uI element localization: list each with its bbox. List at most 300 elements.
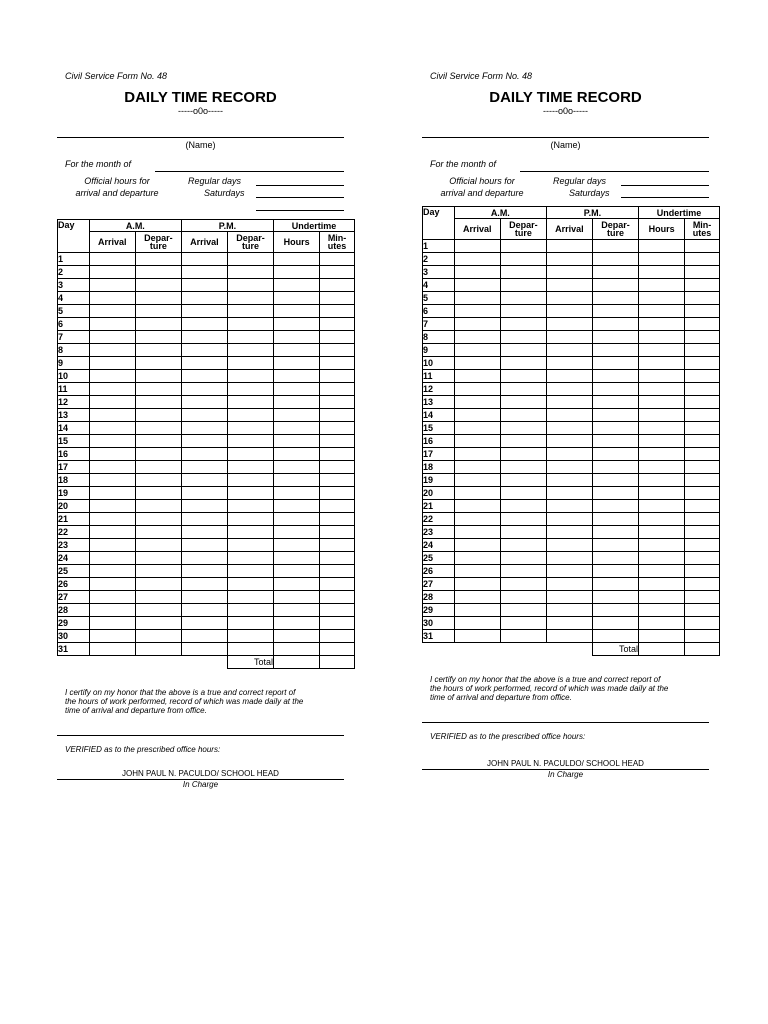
am-departure-cell[interactable] <box>135 396 181 409</box>
pm-arrival-cell[interactable] <box>546 240 592 253</box>
am-departure-cell[interactable] <box>135 331 181 344</box>
undertime-minutes-cell[interactable] <box>320 318 355 331</box>
pm-departure-cell[interactable] <box>592 474 638 487</box>
undertime-minutes-cell[interactable] <box>320 500 355 513</box>
undertime-hours-cell[interactable] <box>639 630 685 643</box>
pm-arrival-cell[interactable] <box>546 266 592 279</box>
am-arrival-cell[interactable] <box>454 292 500 305</box>
undertime-minutes-cell[interactable] <box>685 292 720 305</box>
total-minutes-cell[interactable] <box>320 656 355 669</box>
pm-departure-cell[interactable] <box>592 292 638 305</box>
pm-arrival-cell[interactable] <box>181 448 227 461</box>
am-arrival-cell[interactable] <box>89 357 135 370</box>
am-arrival-cell[interactable] <box>89 279 135 292</box>
am-departure-cell[interactable] <box>135 630 181 643</box>
pm-departure-cell[interactable] <box>227 344 273 357</box>
am-arrival-cell[interactable] <box>89 617 135 630</box>
undertime-minutes-cell[interactable] <box>685 409 720 422</box>
undertime-hours-cell[interactable] <box>274 318 320 331</box>
undertime-hours-cell[interactable] <box>274 513 320 526</box>
am-departure-cell[interactable] <box>135 474 181 487</box>
pm-arrival-cell[interactable] <box>181 396 227 409</box>
am-arrival-cell[interactable] <box>89 630 135 643</box>
undertime-hours-cell[interactable] <box>639 240 685 253</box>
pm-arrival-cell[interactable] <box>546 305 592 318</box>
am-arrival-cell[interactable] <box>89 461 135 474</box>
undertime-hours-cell[interactable] <box>639 370 685 383</box>
undertime-minutes-cell[interactable] <box>320 435 355 448</box>
undertime-minutes-cell[interactable] <box>685 578 720 591</box>
undertime-minutes-cell[interactable] <box>685 396 720 409</box>
pm-departure-cell[interactable] <box>227 370 273 383</box>
pm-arrival-cell[interactable] <box>546 552 592 565</box>
pm-departure-cell[interactable] <box>592 240 638 253</box>
pm-departure-cell[interactable] <box>592 578 638 591</box>
am-departure-cell[interactable] <box>135 643 181 656</box>
undertime-minutes-cell[interactable] <box>320 344 355 357</box>
undertime-minutes-cell[interactable] <box>685 370 720 383</box>
undertime-minutes-cell[interactable] <box>685 552 720 565</box>
am-departure-cell[interactable] <box>500 526 546 539</box>
am-departure-cell[interactable] <box>135 578 181 591</box>
pm-arrival-cell[interactable] <box>546 448 592 461</box>
pm-departure-cell[interactable] <box>227 500 273 513</box>
pm-departure-cell[interactable] <box>592 435 638 448</box>
am-arrival-cell[interactable] <box>454 383 500 396</box>
undertime-hours-cell[interactable] <box>274 253 320 266</box>
undertime-minutes-cell[interactable] <box>320 630 355 643</box>
am-arrival-cell[interactable] <box>89 344 135 357</box>
undertime-hours-cell[interactable] <box>639 305 685 318</box>
pm-arrival-cell[interactable] <box>546 474 592 487</box>
undertime-minutes-cell[interactable] <box>320 604 355 617</box>
pm-arrival-cell[interactable] <box>546 422 592 435</box>
pm-departure-cell[interactable] <box>227 552 273 565</box>
pm-arrival-cell[interactable] <box>546 357 592 370</box>
pm-arrival-cell[interactable] <box>181 422 227 435</box>
saturdays-field[interactable] <box>621 197 709 198</box>
pm-arrival-cell[interactable] <box>181 578 227 591</box>
undertime-hours-cell[interactable] <box>274 578 320 591</box>
am-arrival-cell[interactable] <box>89 552 135 565</box>
pm-arrival-cell[interactable] <box>546 435 592 448</box>
undertime-hours-cell[interactable] <box>274 552 320 565</box>
am-departure-cell[interactable] <box>500 318 546 331</box>
am-arrival-cell[interactable] <box>454 266 500 279</box>
pm-departure-cell[interactable] <box>227 474 273 487</box>
am-departure-cell[interactable] <box>500 357 546 370</box>
am-arrival-cell[interactable] <box>89 292 135 305</box>
undertime-hours-cell[interactable] <box>274 617 320 630</box>
am-arrival-cell[interactable] <box>89 435 135 448</box>
undertime-hours-cell[interactable] <box>639 487 685 500</box>
undertime-minutes-cell[interactable] <box>685 604 720 617</box>
pm-arrival-cell[interactable] <box>181 474 227 487</box>
undertime-minutes-cell[interactable] <box>685 422 720 435</box>
am-departure-cell[interactable] <box>500 331 546 344</box>
undertime-hours-cell[interactable] <box>639 604 685 617</box>
undertime-minutes-cell[interactable] <box>320 331 355 344</box>
pm-departure-cell[interactable] <box>227 305 273 318</box>
undertime-minutes-cell[interactable] <box>320 253 355 266</box>
undertime-minutes-cell[interactable] <box>320 552 355 565</box>
am-departure-cell[interactable] <box>135 266 181 279</box>
undertime-hours-cell[interactable] <box>639 578 685 591</box>
am-departure-cell[interactable] <box>500 552 546 565</box>
am-departure-cell[interactable] <box>500 513 546 526</box>
am-departure-cell[interactable] <box>135 461 181 474</box>
am-departure-cell[interactable] <box>500 617 546 630</box>
pm-arrival-cell[interactable] <box>546 591 592 604</box>
pm-departure-cell[interactable] <box>592 565 638 578</box>
undertime-hours-cell[interactable] <box>274 474 320 487</box>
am-departure-cell[interactable] <box>135 513 181 526</box>
undertime-minutes-cell[interactable] <box>320 461 355 474</box>
undertime-minutes-cell[interactable] <box>685 448 720 461</box>
regular-days-field[interactable] <box>621 185 709 186</box>
pm-arrival-cell[interactable] <box>181 487 227 500</box>
undertime-minutes-cell[interactable] <box>320 305 355 318</box>
pm-arrival-cell[interactable] <box>546 500 592 513</box>
pm-arrival-cell[interactable] <box>546 396 592 409</box>
pm-departure-cell[interactable] <box>592 630 638 643</box>
am-departure-cell[interactable] <box>500 305 546 318</box>
am-departure-cell[interactable] <box>135 344 181 357</box>
am-departure-cell[interactable] <box>500 474 546 487</box>
am-arrival-cell[interactable] <box>89 331 135 344</box>
pm-departure-cell[interactable] <box>592 539 638 552</box>
pm-departure-cell[interactable] <box>227 266 273 279</box>
undertime-minutes-cell[interactable] <box>685 240 720 253</box>
am-arrival-cell[interactable] <box>454 578 500 591</box>
pm-departure-cell[interactable] <box>592 344 638 357</box>
am-departure-cell[interactable] <box>135 526 181 539</box>
undertime-hours-cell[interactable] <box>639 253 685 266</box>
undertime-hours-cell[interactable] <box>639 357 685 370</box>
undertime-hours-cell[interactable] <box>639 279 685 292</box>
undertime-hours-cell[interactable] <box>274 435 320 448</box>
undertime-hours-cell[interactable] <box>274 396 320 409</box>
am-arrival-cell[interactable] <box>89 604 135 617</box>
undertime-hours-cell[interactable] <box>274 266 320 279</box>
pm-arrival-cell[interactable] <box>546 565 592 578</box>
pm-departure-cell[interactable] <box>227 435 273 448</box>
am-departure-cell[interactable] <box>500 591 546 604</box>
undertime-minutes-cell[interactable] <box>685 617 720 630</box>
undertime-minutes-cell[interactable] <box>685 461 720 474</box>
am-arrival-cell[interactable] <box>89 409 135 422</box>
pm-arrival-cell[interactable] <box>181 630 227 643</box>
pm-departure-cell[interactable] <box>592 370 638 383</box>
pm-departure-cell[interactable] <box>227 565 273 578</box>
undertime-minutes-cell[interactable] <box>320 266 355 279</box>
am-arrival-cell[interactable] <box>89 448 135 461</box>
am-arrival-cell[interactable] <box>454 539 500 552</box>
am-arrival-cell[interactable] <box>454 617 500 630</box>
pm-departure-cell[interactable] <box>227 422 273 435</box>
undertime-minutes-cell[interactable] <box>320 279 355 292</box>
am-arrival-cell[interactable] <box>89 396 135 409</box>
am-arrival-cell[interactable] <box>89 383 135 396</box>
undertime-minutes-cell[interactable] <box>685 565 720 578</box>
pm-departure-cell[interactable] <box>227 643 273 656</box>
undertime-hours-cell[interactable] <box>274 422 320 435</box>
am-departure-cell[interactable] <box>135 383 181 396</box>
am-departure-cell[interactable] <box>500 422 546 435</box>
am-departure-cell[interactable] <box>135 422 181 435</box>
am-departure-cell[interactable] <box>500 578 546 591</box>
pm-departure-cell[interactable] <box>592 357 638 370</box>
pm-arrival-cell[interactable] <box>181 643 227 656</box>
am-arrival-cell[interactable] <box>454 409 500 422</box>
extra-hours-field[interactable] <box>256 210 344 211</box>
undertime-minutes-cell[interactable] <box>685 253 720 266</box>
pm-departure-cell[interactable] <box>227 487 273 500</box>
saturdays-field[interactable] <box>256 197 344 198</box>
am-departure-cell[interactable] <box>135 357 181 370</box>
undertime-hours-cell[interactable] <box>274 357 320 370</box>
undertime-minutes-cell[interactable] <box>320 526 355 539</box>
am-departure-cell[interactable] <box>500 539 546 552</box>
am-arrival-cell[interactable] <box>89 643 135 656</box>
undertime-hours-cell[interactable] <box>274 591 320 604</box>
am-departure-cell[interactable] <box>135 279 181 292</box>
undertime-hours-cell[interactable] <box>274 448 320 461</box>
am-arrival-cell[interactable] <box>454 357 500 370</box>
undertime-minutes-cell[interactable] <box>685 513 720 526</box>
undertime-minutes-cell[interactable] <box>685 266 720 279</box>
am-departure-cell[interactable] <box>135 448 181 461</box>
am-arrival-cell[interactable] <box>89 578 135 591</box>
undertime-minutes-cell[interactable] <box>685 630 720 643</box>
month-field[interactable] <box>520 171 709 172</box>
pm-departure-cell[interactable] <box>227 513 273 526</box>
am-arrival-cell[interactable] <box>454 630 500 643</box>
undertime-hours-cell[interactable] <box>639 331 685 344</box>
undertime-minutes-cell[interactable] <box>685 331 720 344</box>
am-departure-cell[interactable] <box>500 461 546 474</box>
undertime-minutes-cell[interactable] <box>685 383 720 396</box>
undertime-minutes-cell[interactable] <box>320 370 355 383</box>
undertime-hours-cell[interactable] <box>639 422 685 435</box>
undertime-hours-cell[interactable] <box>274 344 320 357</box>
am-departure-cell[interactable] <box>135 409 181 422</box>
undertime-minutes-cell[interactable] <box>320 643 355 656</box>
am-departure-cell[interactable] <box>135 318 181 331</box>
undertime-hours-cell[interactable] <box>639 565 685 578</box>
am-arrival-cell[interactable] <box>454 526 500 539</box>
am-departure-cell[interactable] <box>135 565 181 578</box>
am-departure-cell[interactable] <box>500 448 546 461</box>
pm-arrival-cell[interactable] <box>181 292 227 305</box>
am-arrival-cell[interactable] <box>454 604 500 617</box>
pm-arrival-cell[interactable] <box>546 383 592 396</box>
pm-departure-cell[interactable] <box>227 383 273 396</box>
undertime-minutes-cell[interactable] <box>320 292 355 305</box>
undertime-minutes-cell[interactable] <box>320 396 355 409</box>
undertime-minutes-cell[interactable] <box>320 617 355 630</box>
undertime-minutes-cell[interactable] <box>685 474 720 487</box>
am-arrival-cell[interactable] <box>454 240 500 253</box>
name-field[interactable] <box>422 116 709 138</box>
am-arrival-cell[interactable] <box>454 565 500 578</box>
pm-departure-cell[interactable] <box>227 253 273 266</box>
undertime-hours-cell[interactable] <box>274 370 320 383</box>
pm-arrival-cell[interactable] <box>546 617 592 630</box>
pm-arrival-cell[interactable] <box>181 604 227 617</box>
am-departure-cell[interactable] <box>500 240 546 253</box>
regular-days-field[interactable] <box>256 185 344 186</box>
am-arrival-cell[interactable] <box>454 318 500 331</box>
am-departure-cell[interactable] <box>500 383 546 396</box>
am-arrival-cell[interactable] <box>89 513 135 526</box>
pm-departure-cell[interactable] <box>227 357 273 370</box>
undertime-hours-cell[interactable] <box>274 539 320 552</box>
undertime-minutes-cell[interactable] <box>320 513 355 526</box>
pm-arrival-cell[interactable] <box>181 266 227 279</box>
am-arrival-cell[interactable] <box>89 591 135 604</box>
undertime-minutes-cell[interactable] <box>685 539 720 552</box>
am-arrival-cell[interactable] <box>454 461 500 474</box>
undertime-hours-cell[interactable] <box>274 565 320 578</box>
pm-arrival-cell[interactable] <box>181 409 227 422</box>
undertime-hours-cell[interactable] <box>639 266 685 279</box>
pm-departure-cell[interactable] <box>227 617 273 630</box>
pm-departure-cell[interactable] <box>592 526 638 539</box>
am-arrival-cell[interactable] <box>454 396 500 409</box>
pm-departure-cell[interactable] <box>592 266 638 279</box>
undertime-hours-cell[interactable] <box>274 643 320 656</box>
month-field[interactable] <box>155 171 344 172</box>
am-arrival-cell[interactable] <box>89 318 135 331</box>
pm-arrival-cell[interactable] <box>181 500 227 513</box>
am-departure-cell[interactable] <box>500 500 546 513</box>
pm-departure-cell[interactable] <box>592 448 638 461</box>
am-arrival-cell[interactable] <box>454 305 500 318</box>
am-departure-cell[interactable] <box>135 500 181 513</box>
undertime-minutes-cell[interactable] <box>320 565 355 578</box>
pm-arrival-cell[interactable] <box>181 318 227 331</box>
am-departure-cell[interactable] <box>500 630 546 643</box>
pm-departure-cell[interactable] <box>227 539 273 552</box>
pm-arrival-cell[interactable] <box>181 591 227 604</box>
pm-departure-cell[interactable] <box>592 305 638 318</box>
pm-arrival-cell[interactable] <box>546 513 592 526</box>
pm-arrival-cell[interactable] <box>546 253 592 266</box>
undertime-hours-cell[interactable] <box>639 539 685 552</box>
am-arrival-cell[interactable] <box>89 266 135 279</box>
total-minutes-cell[interactable] <box>685 643 720 656</box>
pm-arrival-cell[interactable] <box>546 526 592 539</box>
pm-arrival-cell[interactable] <box>546 318 592 331</box>
pm-departure-cell[interactable] <box>592 318 638 331</box>
undertime-minutes-cell[interactable] <box>685 500 720 513</box>
am-departure-cell[interactable] <box>500 266 546 279</box>
undertime-minutes-cell[interactable] <box>320 357 355 370</box>
undertime-hours-cell[interactable] <box>274 409 320 422</box>
pm-arrival-cell[interactable] <box>181 435 227 448</box>
pm-arrival-cell[interactable] <box>546 292 592 305</box>
pm-departure-cell[interactable] <box>592 513 638 526</box>
am-arrival-cell[interactable] <box>89 474 135 487</box>
am-departure-cell[interactable] <box>500 565 546 578</box>
undertime-hours-cell[interactable] <box>274 331 320 344</box>
pm-departure-cell[interactable] <box>227 292 273 305</box>
pm-departure-cell[interactable] <box>592 253 638 266</box>
am-arrival-cell[interactable] <box>454 500 500 513</box>
am-arrival-cell[interactable] <box>454 513 500 526</box>
undertime-minutes-cell[interactable] <box>320 448 355 461</box>
pm-arrival-cell[interactable] <box>546 630 592 643</box>
name-field[interactable] <box>57 116 344 138</box>
pm-departure-cell[interactable] <box>227 318 273 331</box>
total-hours-cell[interactable] <box>639 643 685 656</box>
employee-signature-line[interactable] <box>422 722 709 723</box>
undertime-minutes-cell[interactable] <box>685 435 720 448</box>
am-arrival-cell[interactable] <box>454 279 500 292</box>
pm-departure-cell[interactable] <box>592 500 638 513</box>
pm-arrival-cell[interactable] <box>181 513 227 526</box>
am-arrival-cell[interactable] <box>454 552 500 565</box>
undertime-hours-cell[interactable] <box>639 344 685 357</box>
pm-departure-cell[interactable] <box>227 331 273 344</box>
pm-departure-cell[interactable] <box>592 422 638 435</box>
am-arrival-cell[interactable] <box>89 487 135 500</box>
am-departure-cell[interactable] <box>500 396 546 409</box>
pm-arrival-cell[interactable] <box>546 409 592 422</box>
am-departure-cell[interactable] <box>500 253 546 266</box>
am-departure-cell[interactable] <box>500 604 546 617</box>
am-arrival-cell[interactable] <box>89 253 135 266</box>
pm-arrival-cell[interactable] <box>546 331 592 344</box>
pm-arrival-cell[interactable] <box>546 461 592 474</box>
undertime-hours-cell[interactable] <box>639 500 685 513</box>
pm-arrival-cell[interactable] <box>181 344 227 357</box>
undertime-hours-cell[interactable] <box>639 409 685 422</box>
undertime-minutes-cell[interactable] <box>685 344 720 357</box>
am-arrival-cell[interactable] <box>454 422 500 435</box>
am-departure-cell[interactable] <box>135 292 181 305</box>
pm-departure-cell[interactable] <box>592 383 638 396</box>
am-departure-cell[interactable] <box>500 344 546 357</box>
am-departure-cell[interactable] <box>135 487 181 500</box>
pm-departure-cell[interactable] <box>227 396 273 409</box>
am-departure-cell[interactable] <box>500 435 546 448</box>
am-arrival-cell[interactable] <box>89 565 135 578</box>
am-arrival-cell[interactable] <box>89 370 135 383</box>
pm-departure-cell[interactable] <box>592 552 638 565</box>
pm-arrival-cell[interactable] <box>546 539 592 552</box>
undertime-hours-cell[interactable] <box>639 617 685 630</box>
am-departure-cell[interactable] <box>135 552 181 565</box>
undertime-hours-cell[interactable] <box>639 513 685 526</box>
undertime-hours-cell[interactable] <box>639 461 685 474</box>
am-arrival-cell[interactable] <box>454 370 500 383</box>
undertime-minutes-cell[interactable] <box>320 409 355 422</box>
am-departure-cell[interactable] <box>135 539 181 552</box>
undertime-minutes-cell[interactable] <box>685 279 720 292</box>
undertime-minutes-cell[interactable] <box>320 578 355 591</box>
pm-departure-cell[interactable] <box>592 279 638 292</box>
pm-arrival-cell[interactable] <box>181 552 227 565</box>
pm-arrival-cell[interactable] <box>181 539 227 552</box>
undertime-hours-cell[interactable] <box>639 396 685 409</box>
undertime-hours-cell[interactable] <box>274 500 320 513</box>
am-departure-cell[interactable] <box>500 292 546 305</box>
undertime-hours-cell[interactable] <box>639 591 685 604</box>
am-arrival-cell[interactable] <box>454 487 500 500</box>
pm-arrival-cell[interactable] <box>181 305 227 318</box>
